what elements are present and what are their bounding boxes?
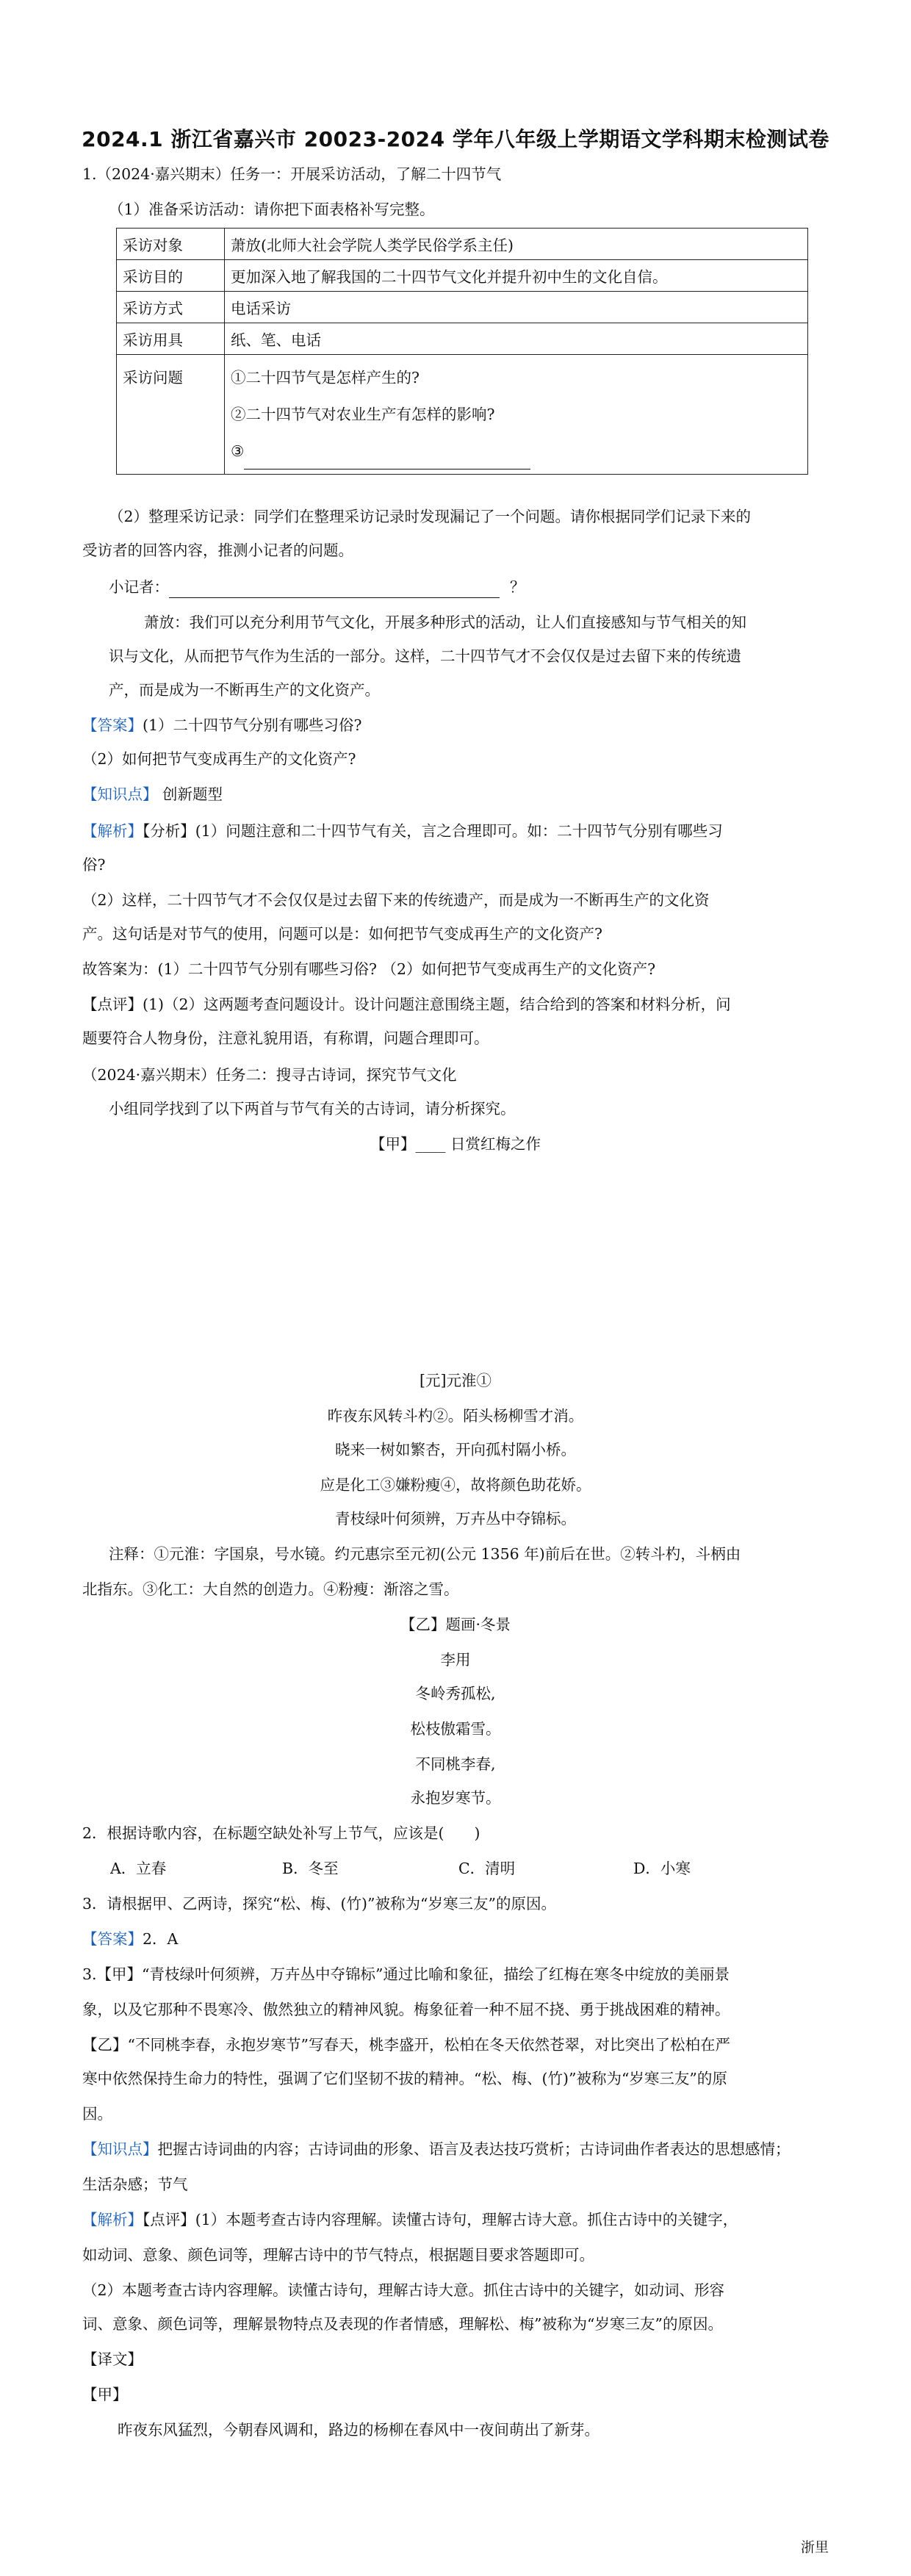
answer-text: 2．A <box>143 1930 179 1948</box>
q1-analysis-line1 <box>82 820 723 842</box>
poem-b-line: 永抱岁寒节。 <box>410 1789 501 1807</box>
q1-intro: 1.（2024·嘉兴期末）任务一：开展采访活动，了解二十四节气 <box>82 165 502 183</box>
q2-knowledge-line1 <box>82 2138 791 2160</box>
table-value: 电话采访 <box>225 292 808 323</box>
q2-analysis-line1 <box>82 2209 738 2231</box>
q2-analysis-line4: 词、意象、颜色词等，理解景物特点及表现的作者情感，理解松、梅”被称为“岁寒三友”的原因。 <box>82 2315 723 2333</box>
interview-question-1: ①二十四节气是怎样产生的? <box>231 369 420 386</box>
notes-line2: 北指东。③化工：大自然的创造力。④粉瘦：渐溶之雪。 <box>82 1580 459 1598</box>
knowledge-text: 创新题型 <box>162 785 223 803</box>
table-key: 采访用具 <box>117 323 225 355</box>
answer-text: (1）二十四节气分别有哪些习俗? <box>143 716 362 734</box>
poem-a-author: [元]元淮① <box>420 1372 491 1389</box>
answer-tag: 【答案】 <box>82 716 143 734</box>
analysis-tag: 【解析】 <box>82 822 143 840</box>
translation-jia-tag: 【甲】 <box>82 2386 128 2403</box>
poem-b-line: 冬岭秀孤松, <box>415 1685 496 1702</box>
knowledge-tag: 【知识点】 <box>82 2140 158 2158</box>
analysis-tag: 【解析】 <box>82 2211 143 2228</box>
table-key: 采访问题 <box>117 355 225 475</box>
page-footer: 浙里 <box>800 2539 829 2555</box>
table-row <box>117 260 808 292</box>
table-row <box>117 229 808 260</box>
comment-tag: 【点评】 <box>82 996 143 1013</box>
comment-text: (1)（2）这两题考查问题设计。设计问题注意围绕主题，结合给到的答案和材料分析，问 <box>143 996 731 1013</box>
poem-b-title: 【乙】题画·冬景 <box>400 1616 511 1633</box>
q2-knowledge-line2: 生活杂感；节气 <box>82 2176 188 2193</box>
xiao-line1: 萧放：我们可以充分利用节气文化，开展多种形式的活动，让人们直接感知与节气相关的知 <box>144 614 746 631</box>
q1-analysis-line2: 俗? <box>82 856 106 874</box>
option-a[interactable]: A．立春 <box>110 1860 167 1877</box>
q2-intro2: 小组同学找到了以下两首与节气有关的古诗词，请分析探究。 <box>109 1100 516 1118</box>
q1-answer-line1 <box>82 714 362 736</box>
sub-question-2: 2．根据诗歌内容，在标题空缺处补写上节气，应该是( ) <box>82 1824 480 1842</box>
answer-blank[interactable] <box>244 451 530 469</box>
table-value: 纸、笔、电话 <box>225 323 808 355</box>
xiao-line2: 识与文化，从而把节气作为生活的一部分。这样，二十四节气才不会仅仅是过去留下来的传统遗 <box>109 647 741 665</box>
interview-question-3-row <box>231 433 802 469</box>
page-title: 2024.1 浙江省嘉兴市 20023-2024 学年八年级上学期语文学科期末检测试卷 <box>82 127 829 151</box>
q2-answer <box>82 1928 178 1950</box>
poem-b-line: 不同桃李春, <box>415 1755 496 1773</box>
a3-line1: 3.【甲】“青枝绿叶何须辨，万卉丛中夺锦标”通过比喻和象征，描绘了红梅在寒冬中绽放的美丽景 <box>82 1965 730 1983</box>
option-b[interactable]: B．冬至 <box>282 1860 339 1877</box>
q1-part2-line1: （2）整理采访记录：同学们在整理采访记录时发现漏记了一个问题。请你根据同学们记录下来的 <box>109 508 752 525</box>
a3-line3: 【乙】“不同桃李春，永抱岁寒节”写春天，桃李盛开，松柏在冬天依然苍翠，对比突出了松柏在严 <box>82 2036 730 2054</box>
table-row <box>117 323 808 355</box>
translation-line1: 昨夜东风猛烈，今朝春风调和，路边的杨柳在春风中一夜间萌出了新芽。 <box>118 2421 599 2439</box>
reporter-label: 小记者： <box>109 578 169 596</box>
survey-table <box>116 228 808 475</box>
option-c[interactable]: C．清明 <box>458 1860 516 1877</box>
poem-a-line: 应是化工③嫌粉瘦④，故将颜色助花娇。 <box>320 1476 591 1494</box>
a3-line2: 象，以及它那种不畏寒冷、傲然独立的精神风貌。梅象征着一种不屈不挠、勇于挑战困难的精神。 <box>82 2001 730 2018</box>
a3-line4: 寒中依然保持生命力的特性，强调了它们坚韧不拔的精神。“松、梅、(竹)”被称为“岁寒三友”的原 <box>82 2070 727 2087</box>
poem-a-title: 【甲】____ 日赏红梅之作 <box>370 1135 541 1153</box>
sub-question-3: 3．请根据甲、乙两诗，探究“松、梅、(竹)”被称为“岁寒三友”的原因。 <box>82 1895 556 1913</box>
table-key: 采访对象 <box>117 229 225 260</box>
q1-answer-line2: （2）如何把节气变成再生产的文化资产? <box>82 750 356 768</box>
table-row <box>117 292 808 323</box>
analysis-text: 【点评】(1）本题考查古诗内容理解。读懂古诗句，理解古诗大意。抓住古诗中的关键字， <box>143 2211 738 2228</box>
answer-tag: 【答案】 <box>82 1930 143 1948</box>
poem-b-line: 松枝傲霜雪。 <box>410 1720 501 1738</box>
table-value: 更加深入地了解我国的二十四节气文化并提升初中生的文化自信。 <box>225 260 808 292</box>
interview-question-3: ③ <box>231 442 245 460</box>
q1-analysis-line3: （2）这样，二十四节气才不会仅仅是过去留下来的传统遗产，而是成为一不断再生产的文化资 <box>82 891 710 909</box>
q1-knowledge-point <box>82 783 223 805</box>
q1-part2-line2: 受访者的回答内容，推测小记者的问题。 <box>82 542 353 559</box>
q1-part1: （1）准备采访活动：请你把下面表格补写完整。 <box>109 201 435 218</box>
table-key: 采访目的 <box>117 260 225 292</box>
table-value-questions <box>225 355 808 475</box>
poem-a-line: 青枝绿叶何须辨，万卉丛中夺锦标。 <box>335 1510 576 1528</box>
table-key: 采访方式 <box>117 292 225 323</box>
a3-line5: 因。 <box>82 2105 112 2123</box>
poem-a-line: 昨夜东风转斗杓②。陌头杨柳雪才消。 <box>327 1407 584 1425</box>
reporter-end: ？ <box>510 578 525 596</box>
q1-comment-line2: 题要符合人物身份，注意礼貌用语，有称谓，问题合理即可。 <box>82 1029 489 1047</box>
interview-question-2: ②二十四节气对农业生产有怎样的影响? <box>231 406 495 423</box>
notes-line1: 注释：①元淮：字国泉，号水镜。约元惠宗至元初(公元 1356 年)前后在世。②转斗杓，斗柄由 <box>109 1545 741 1563</box>
reporter-line <box>109 576 525 598</box>
table-row <box>117 355 808 475</box>
translation-tag: 【译文】 <box>82 2350 143 2368</box>
analysis-text: 【分析】(1）问题注意和二十四节气有关，言之合理即可。如：二十四节气分别有哪些习 <box>143 822 723 840</box>
q2-analysis-line3: （2）本题考查古诗内容理解。读懂古诗句，理解古诗大意。抓住古诗中的关键字，如动词、形容 <box>82 2281 725 2299</box>
poem-a-line: 晓来一树如繁杏，开向孤村隔小桥。 <box>335 1441 576 1458</box>
reporter-answer-blank[interactable] <box>169 580 500 598</box>
poem-b-author: 李用 <box>440 1651 471 1669</box>
table-value: 萧放(北师大社会学院人类学民俗学系主任) <box>225 229 808 260</box>
q1-analysis-line4: 产。这句话是对节气的使用，问题可以是：如何把节气变成再生产的文化资产? <box>82 925 602 943</box>
q1-comment-line1 <box>82 993 731 1015</box>
knowledge-text: 把握古诗词曲的内容；古诗词曲的形象、语言及表达技巧赏析；古诗词曲作者表达的思想感情； <box>157 2140 791 2158</box>
knowledge-tag: 【知识点】 <box>82 785 158 803</box>
q2-intro: （2024·嘉兴期末）任务二：搜寻古诗词，探究节气文化 <box>82 1066 457 1084</box>
xiao-line3: 产，而是成为一不断再生产的文化资产。 <box>109 681 380 699</box>
q2-analysis-line2: 如动词、意象、颜色词等，理解古诗中的节气特点，根据题目要求答题即可。 <box>82 2246 594 2264</box>
option-d[interactable]: D．小寒 <box>633 1860 691 1877</box>
q1-analysis-line5: 故答案为：(1）二十四节气分别有哪些习俗? （2）如何把节气变成再生产的文化资产? <box>82 960 656 978</box>
